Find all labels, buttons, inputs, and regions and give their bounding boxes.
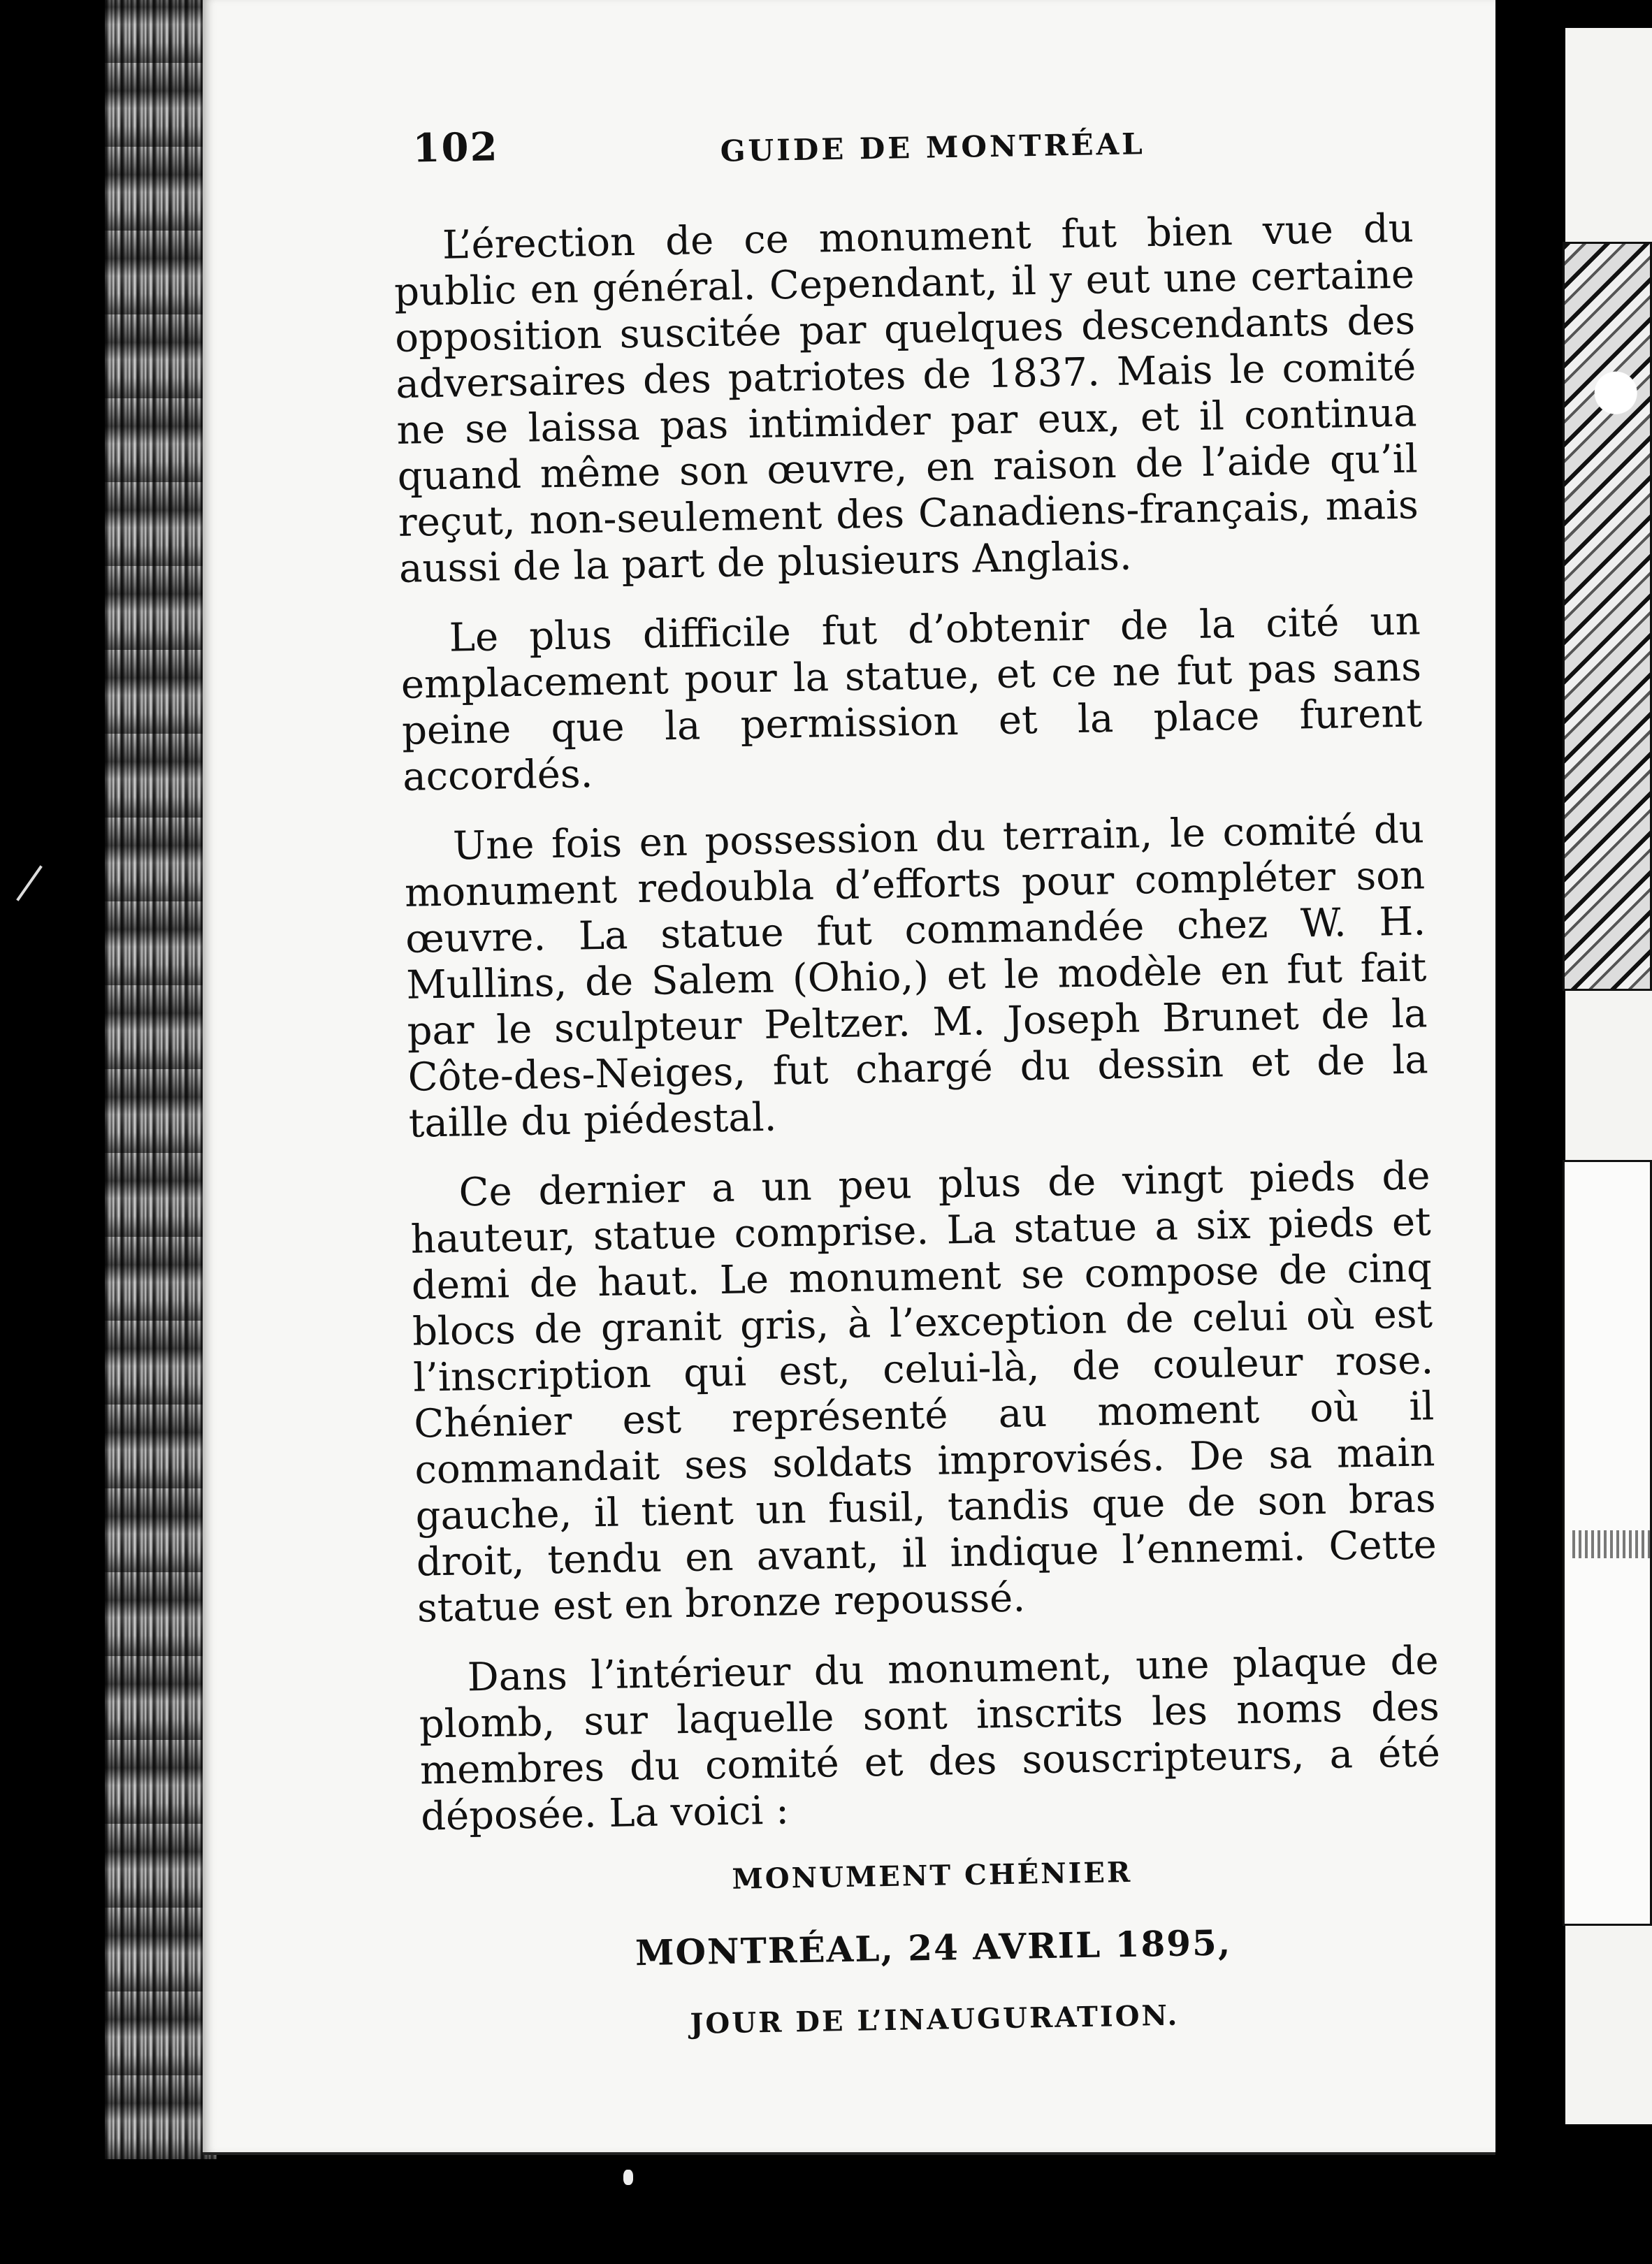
inscription-title: MONUMENT CHÉNIER xyxy=(732,1855,1133,1896)
text-block xyxy=(391,108,1445,2045)
inscription xyxy=(422,1850,1445,2045)
paragraph: Ce dernier a un peu plus de vingt pieds de hauteur, statue comprise. La statue a six pieds et demi de haut. Le monument se compose de cinq blocs de granit gris, à l’exception de celui où est l’inscription qui est, celui-là, de couleur rose. Chénier est représenté au moment où il commandait ses soldats improvisés. De sa main gauche, il tient un fusil, tandis que de son bras droit, tendu en avant, il indique l’ennemi. Cette statue est en bronze repoussé. xyxy=(410,1153,1437,1632)
paragraph: Une fois en possession du terrain, le comité du monument redoubla d’efforts pour compléter son œuvre. La statue fut commandée chez W. H. Mullins, de Salem (Ohio,) et le modèle en fut fait par le sculpteur Peltzer. M. Joseph Brunet de la Côte-des-Neiges, fut chargé du dessin et de la taille du piédestal. xyxy=(404,806,1429,1147)
facing-plate-detail xyxy=(1572,1530,1652,1558)
inscription-subtitle: JOUR DE L’INAUGURATION. xyxy=(690,1998,1180,2040)
page-number: 102 xyxy=(412,124,500,172)
page-edges xyxy=(105,0,217,2159)
paper-speck xyxy=(623,2170,633,2185)
inscription-date: MONTRÉAL, 24 AVRIL 1895, xyxy=(635,1922,1232,1974)
margin-mark xyxy=(16,865,43,901)
paragraph: Le plus difficile fut d’obtenir de la cité un emplacement pour la statue, et ce ne fut pas sans peine que la permission et la place furent accordés. xyxy=(400,598,1423,800)
paragraph: L’érection de ce monument fut bien vue du public en général. Cependant, il y eut une certaine opposition suscitée par quelques descendants des adversaires des patriotes de 1837. Mais le comité ne se laissa pas intimider par eux, et il continua quand même son œuvre, en raison de l’aide qu’il reçut, non-seulement des Canadiens-français, mais aussi de la part de plusieurs Anglais. xyxy=(393,205,1419,592)
paragraph: Dans l’intérieur du monument, une plaque de plomb, sur laquelle sont inscrits les noms des membres du comité et des souscripteurs, a été déposée. La voici : xyxy=(419,1638,1441,1840)
running-title: GUIDE DE MONTRÉAL xyxy=(720,126,1146,168)
facing-plate-image-top xyxy=(1563,242,1652,991)
gutter xyxy=(1495,28,1565,2166)
